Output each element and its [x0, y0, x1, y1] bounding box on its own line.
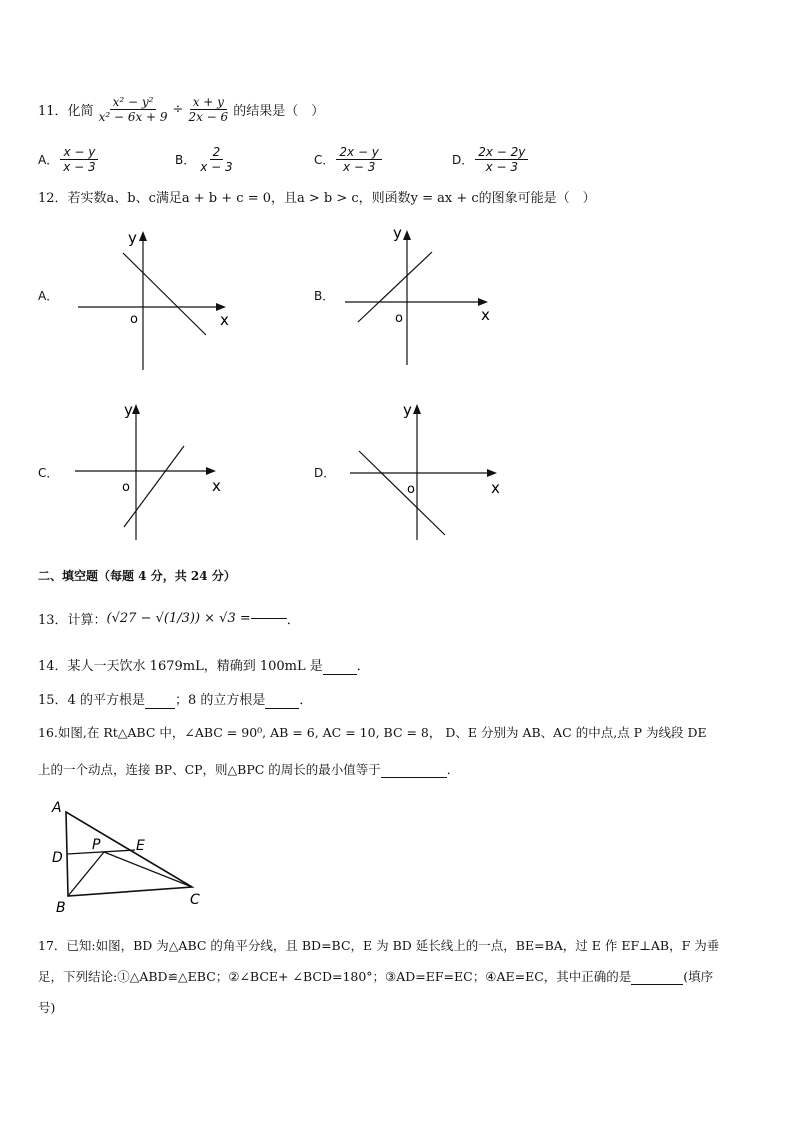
q12-graph-a-y-label: y — [128, 229, 137, 247]
q11-option-c-fraction — [336, 145, 382, 174]
q13-stem — [38, 598, 300, 638]
q15-text-a: 15．4 的平方根是 — [38, 693, 145, 708]
q16-line-2-wrap — [38, 760, 459, 778]
q12-graph-d-line — [359, 451, 445, 535]
q12-graph-a-y-arrow-icon — [139, 231, 147, 241]
q12-graph-d-origin-label: o — [407, 482, 415, 497]
q16-segment-bp — [68, 852, 104, 896]
q11-prefix: 化简 — [67, 103, 94, 119]
q16-suffix: ． — [446, 762, 460, 777]
q12-graph-d-x-arrow-icon — [487, 469, 497, 477]
q11-option-b-denominator: x − 3 — [200, 159, 233, 174]
q11-option-b — [175, 140, 238, 178]
q13-expression: (√27 − √(1/3)) × √3 = — [106, 610, 251, 626]
q11-fraction-1 — [96, 95, 171, 124]
q15-answer-blank-2[interactable] — [265, 693, 299, 709]
q12-graph-b-y-arrow-icon — [403, 230, 411, 240]
q17-line-2: 足，下列结论:①△ABD≌△EBC；②∠BCE+ ∠BCD=180°；③AD=EF=EC；④AE=EC，其中正确的是 — [38, 969, 632, 984]
q17-line-2-suffix: (填序 — [683, 969, 714, 984]
q11-suffix: 的结果是（ ） — [233, 103, 325, 119]
q11-option-a-fraction — [60, 145, 98, 174]
q11-frac2-numerator: x + y — [190, 95, 227, 110]
q12-graph-c-y-label: y — [124, 401, 133, 419]
q11-option-d-fraction — [475, 145, 528, 174]
q14-answer-blank[interactable] — [323, 659, 357, 675]
q12-graph-c-origin-label: o — [122, 480, 130, 495]
q16-label-c: C — [190, 892, 200, 908]
q16-line-2: 上的一个动点，连接 BP、CP，则△BPC 的周长的最小值等于 — [38, 762, 381, 777]
q11-option-c-numerator: 2x − y — [336, 145, 382, 160]
q12-graph-a-x-arrow-icon — [216, 303, 226, 311]
q17-answer-blank[interactable] — [631, 969, 683, 985]
q11-option-a-denominator: x − 3 — [63, 159, 96, 174]
q12-graph-d-y-label: y — [403, 401, 412, 419]
q11-number: 11． — [38, 103, 68, 119]
section-2-title: 二、填空题（每题 4 分，共 24 分） — [38, 569, 236, 583]
q13-prefix: 13．计算： — [38, 612, 107, 628]
q16-label-b: B — [56, 900, 66, 916]
q16-label-d: D — [52, 850, 63, 866]
q11-frac2-denominator: 2x − 6 — [188, 109, 229, 124]
q11-option-c-label: C． — [314, 152, 335, 167]
q12-graph-c-y-arrow-icon — [132, 404, 140, 414]
q12-graph-c — [70, 395, 240, 545]
q11-option-d — [452, 140, 530, 178]
q15-suffix: ． — [299, 693, 313, 708]
q12-graph-d-label: D． — [314, 466, 336, 480]
q17-line-1: 17．已知:如图，BD 为△ABC 的角平分线，且 BD=BC，E 为 BD 延长线上的一点，BE=BA，过 E 作 EF⊥AB，F 为垂 — [38, 938, 720, 953]
q16-label-p: P — [92, 837, 101, 853]
q16-line-1: 16.如图,在 Rt△ABC 中，∠ABC = 90⁰, AB = 6, AC = 10, BC = 8， D、E 分别为 AB、AC 的中点,点 P 为线段 DE — [38, 725, 707, 740]
q11-option-a-label: A． — [38, 152, 59, 167]
q14-suffix: ． — [356, 659, 370, 674]
q11-frac1-numerator: x² − y² — [110, 95, 157, 110]
q12-graph-b-origin-label: o — [395, 311, 403, 326]
q17-line-2-wrap — [38, 967, 713, 985]
q12-stem: 12．若实数a、b、c满足a + b + c = 0，且a > b > c，则函数y = ax + c的图象可能是（ ） — [38, 191, 596, 206]
q12-graph-a-label: A． — [38, 289, 59, 303]
q11-frac1-denominator: x² − 6x + 9 — [98, 109, 168, 124]
q12-graph-a-x-label: x — [220, 311, 229, 329]
q12-graph-d-x-label: x — [491, 479, 500, 497]
q11-option-d-denominator: x − 3 — [485, 159, 519, 174]
q11-division-sign: ÷ — [172, 101, 184, 117]
q13-answer-blank[interactable] — [251, 618, 287, 619]
q11-option-b-label: B． — [175, 152, 196, 167]
q16-figure — [44, 796, 214, 916]
q16-label-a: A — [52, 800, 62, 816]
q11-option-a-numerator: x − y — [60, 145, 98, 160]
q11-option-b-numerator: 2 — [210, 145, 224, 160]
q11-option-c-denominator: x − 3 — [342, 159, 376, 174]
q12-graph-c-x-label: x — [212, 477, 221, 495]
q12-graph-b-label: B． — [314, 289, 335, 303]
q11-option-a — [38, 140, 101, 178]
q11-option-d-label: D． — [452, 152, 474, 167]
q15-answer-blank-1[interactable] — [145, 693, 175, 709]
q12-graph-b-x-label: x — [481, 306, 490, 324]
q15-stem — [38, 689, 312, 709]
q11-option-c — [314, 140, 384, 178]
q14-stem — [38, 655, 370, 675]
q11-fraction-2 — [185, 95, 231, 124]
q16-answer-blank[interactable] — [381, 762, 447, 778]
q12-graph-d — [345, 395, 515, 545]
q16-triangle-abc — [66, 812, 192, 896]
q11-option-d-numerator: 2x − 2y — [475, 145, 528, 160]
q16-label-e: E — [136, 838, 145, 854]
q15-text-b: ；8 的立方根是 — [174, 693, 266, 708]
q13-suffix: ． — [286, 612, 300, 628]
q12-graph-c-x-arrow-icon — [206, 467, 216, 475]
q12-graph-d-y-arrow-icon — [413, 404, 421, 414]
q16-segment-pc — [104, 852, 192, 887]
q14-text: 14．某人一天饮水 1679mL，精确到 100mL 是 — [38, 659, 323, 674]
q12-graph-b — [340, 220, 510, 370]
q11-option-b-fraction — [197, 145, 235, 174]
q12-graph-b-x-arrow-icon — [478, 298, 488, 306]
q12-graph-a-origin-label: o — [130, 312, 138, 327]
q12-graph-b-y-label: y — [393, 224, 402, 242]
q17-line-3: 号) — [38, 1000, 56, 1015]
q16-segment-de — [67, 850, 135, 854]
q12-graph-c-label: C． — [38, 466, 59, 480]
q12-graph-c-line — [124, 446, 184, 527]
q11-stem — [38, 88, 324, 130]
q12-graph-a — [70, 225, 240, 375]
